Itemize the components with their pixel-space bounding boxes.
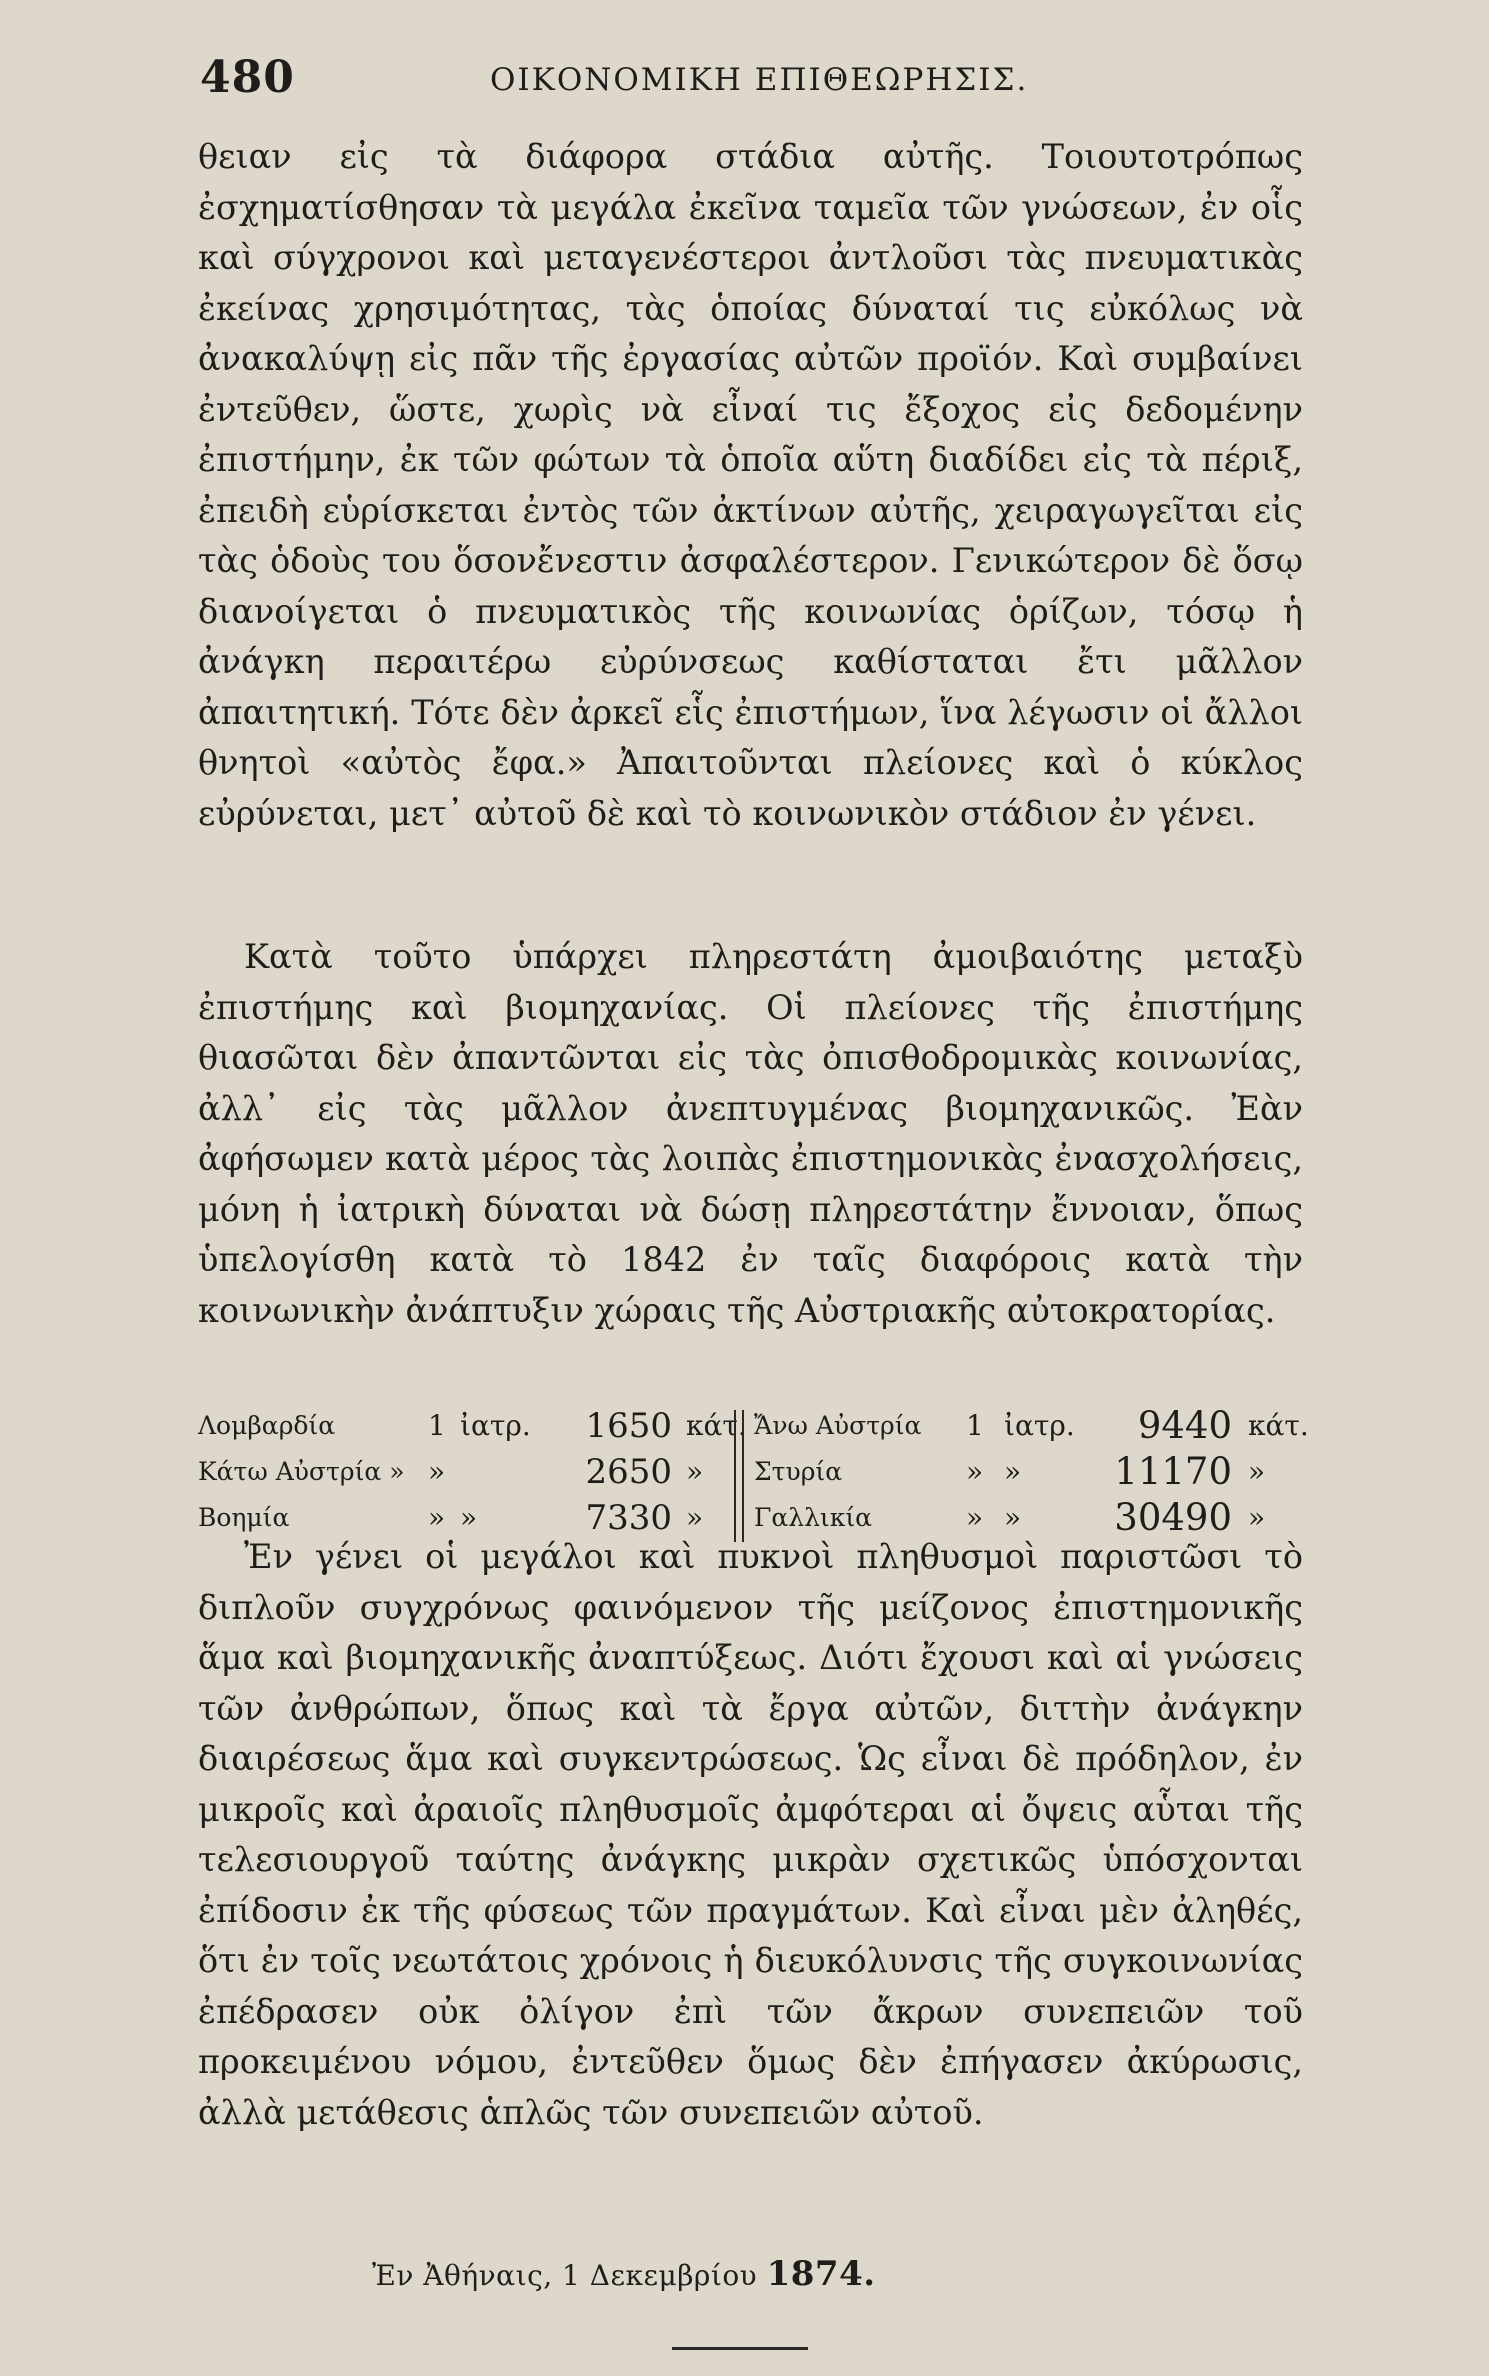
stat-unit: ἰατρ. — [1004, 1409, 1075, 1442]
stat-unit2: » — [1248, 1501, 1266, 1534]
stat-num: » — [966, 1455, 984, 1488]
stat-unit2: » — [1248, 1455, 1266, 1488]
stat-unit: ἰατρ. — [460, 1409, 531, 1442]
stat-value: 2650 — [585, 1452, 672, 1492]
paragraph-1: θειαν εἰς τὰ διάφορα στάδια αὐτῆς. Τοιουτοτρόπως ἐσχηματίσθησαν τὰ μεγάλα ἐκεῖνα ταμεῖα τῶν γνώσεων, ἐν οἷς καὶ σύγχρονοι καὶ μεταγενέστεροι ἀντλοῦσι τὰς πνευματικὰς ἐκείνας χρησιμότητας, τὰς ὁποίας δύναταί τις εὐκόλως νὰ ἀνακαλύψῃ εἰς πᾶν τῆς ἐργασίας αὐτῶν προϊόν. Καὶ συμβαίνει ἐντεῦθεν, ὥστε, χωρὶς νὰ εἶναί τις ἔξοχος εἰς δεδομένην ἐπιστήμην, ἐκ τῶν φώτων τὰ ὁποῖα αὕτη διαδίδει εἰς τὰ πέριξ, ἐπειδὴ εὑρίσκεται ἐντὸς τῶν ἀκτίνων αὐτῆς, χειραγωγεῖται εἰς τὰς ὁδοὺς του ὅσονἔνεστιν ἀσφαλέστερον. Γενικώτερον δὲ ὅσῳ διανοίγεται ὁ πνευματικὸς τῆς κοινωνίας ὁρίζων, τόσῳ ἡ ἀνάγκη περαιτέρω εὐρύνσεως καθίσταται ἔτι μᾶλλον ἀπαιτητική. Τότε δὲν ἀρκεῖ εἷς ἐπιστήμων, ἵνα λέγωσιν οἱ ἄλλοι θνητοὶ «αὐτὸς ἔφα.» Ἀπαιτοῦνται πλείονες καὶ ὁ κύκλος εὐρύνεται, μετ᾿ αὐτοῦ δὲ καὶ τὸ κοινωνικὸν στάδιον ἐν γένει. — [198, 137, 1303, 833]
stat-value: 11170 — [1114, 1450, 1232, 1493]
stat-value: 7330 — [585, 1498, 672, 1538]
stat-value: 30490 — [1114, 1496, 1232, 1539]
stat-num: » — [428, 1501, 446, 1534]
stat-unit: » — [1004, 1455, 1022, 1488]
stat-unit2: κάτ. — [686, 1409, 747, 1442]
stat-region: Γαλλικία — [754, 1503, 873, 1532]
page-number: 480 — [200, 52, 295, 103]
signature-place-date: Ἐν Ἀθήναις, 1 Δεκεμβρίου — [372, 2259, 758, 2292]
stat-value: 9440 — [1137, 1404, 1232, 1447]
stat-region: Στυρία — [754, 1457, 843, 1486]
stat-region: Βοημία — [198, 1503, 290, 1532]
stat-unit: » — [460, 1501, 478, 1534]
stat-unit2: » — [686, 1455, 704, 1488]
stat-num: » — [966, 1501, 984, 1534]
table-column-divider — [734, 1410, 744, 1542]
stat-unit: » — [1004, 1501, 1022, 1534]
paragraph-2: Κατὰ τοῦτο ὑπάρχει πληρεστάτη ἀμοιβαιότης μεταξὺ ἐπιστήμης καὶ βιομηχανίας. Οἱ πλείονες τῆς ἐπιστήμης θιασῶται δὲν ἀπαντῶνται εἰς τὰς ὀπισθοδρομικὰς κοινωνίας, ἀλλ᾿ εἰς τὰς μᾶλλον ἀνεπτυγμένας βιομηχανικῶς. Ἐὰν ἀφήσωμεν κατὰ μέρος τὰς λοιπὰς ἐπιστημονικὰς ἐνασχολήσεις, μόνη ἡ ἰατρικὴ δύναται νὰ δώσῃ πληρεστάτην ἔννοιαν, ὅπως ὑπελογίσθη κατὰ τὸ 1842 ἐν ταῖς διαφόροις κατὰ τὴν κοινωνικὴν ἀνάπτυξιν χώραις τῆς Αὐστριακῆς αὐτοκρατορίας. — [198, 937, 1303, 1330]
stat-num: 1 — [428, 1409, 446, 1442]
paragraph-3: Ἐν γένει οἱ μεγάλοι καὶ πυκνοὶ πληθυσμοὶ παριστῶσι τὸ διπλοῦν συγχρόνως φαινόμενον τῆς μείζονος ἐπιστημονικῆς ἅμα καὶ βιομηχανικῆς ἀναπτύξεως. Διότι ἔχουσι καὶ αἱ γνώσεις τῶν ἀνθρώπων, ὅπως καὶ τὰ ἔργα αὐτῶν, διττὴν ἀνάγκην διαιρέσεως ἅμα καὶ συγκεντρώσεως. Ὡς εἶναι δὲ πρόδηλον, ἐν μικροῖς καὶ ἀραιοῖς πληθυσμοῖς ἀμφότεραι αἱ ὄψεις αὗται τῆς τελεσιουργοῦ ταύτης ἀνάγκης μικρὰν σχετικῶς ὑπόσχονται ἐπίδοσιν ἐκ τῆς φύσεως τῶν πραγμάτων. Καὶ εἶναι μὲν ἀληθές, ὅτι ἐν τοῖς νεωτάτοις χρόνοις ἡ διευκόλυνσις τῆς συγκοινωνίας ἐπέδρασεν οὐκ ὀλίγον ἐπὶ τῶν ἄκρων συνεπειῶν τοῦ προκειμένου νόμου, ἐντεῦθεν ὅμως δὲν ἐπήγασεν ἀκύρωσις, ἀλλὰ μετάθεσις ἁπλῶς τῶν συνεπειῶν αὐτοῦ. — [198, 1537, 1303, 2132]
page-header — [200, 52, 1300, 112]
stat-num: » — [428, 1455, 446, 1488]
signature-dateline — [372, 2254, 876, 2294]
stat-unit2: κάτ. — [1248, 1409, 1309, 1442]
end-rule — [672, 2347, 808, 2350]
stat-region: Ἄνω Αὐστρία — [754, 1411, 922, 1440]
stat-region: Κάτω Αὐστρία » — [198, 1457, 405, 1486]
stat-region: Λομβαρδία — [198, 1411, 336, 1440]
running-title: ΟΙΚΟΝΟΜΙΚΗ ΕΠΙΘΕΩΡΗΣΙΣ. — [490, 62, 1029, 98]
stat-unit2: » — [686, 1501, 704, 1534]
stat-num: 1 — [966, 1409, 984, 1442]
physician-statistics-table — [198, 1404, 1309, 1542]
stat-value: 1650 — [585, 1406, 672, 1446]
signature-year: 1874. — [766, 2254, 876, 2294]
